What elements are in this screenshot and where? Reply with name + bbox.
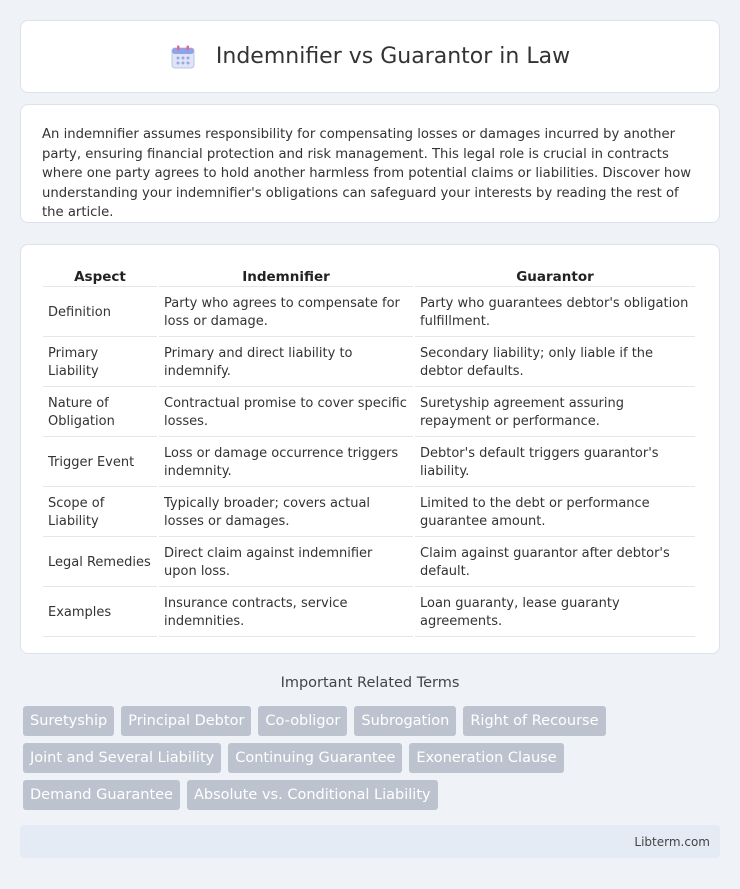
cell-aspect: Legal Remedies xyxy=(43,539,157,587)
cell-aspect: Examples xyxy=(43,589,157,637)
tag-right-of-recourse[interactable]: Right of Recourse xyxy=(463,706,605,736)
comparison-table-card xyxy=(20,244,720,654)
cell-guarantor: Party who guarantees debtor's obligation fulfillment. xyxy=(415,289,695,337)
table-row xyxy=(43,389,695,437)
cell-guarantor: Loan guaranty, lease guaranty agreements. xyxy=(415,589,695,637)
header-indemnifier: Indemnifier xyxy=(159,267,413,287)
cell-indemnifier: Primary and direct liability to indemnify. xyxy=(159,339,413,387)
tag-suretyship[interactable]: Suretyship xyxy=(23,706,114,736)
table-row xyxy=(43,489,695,537)
tag-exoneration-clause[interactable]: Exoneration Clause xyxy=(409,743,563,773)
page-title: Indemnifier vs Guarantor in Law xyxy=(215,44,571,69)
footer-site-link[interactable]: Libterm.com xyxy=(634,834,710,849)
table-header-row xyxy=(43,267,695,287)
cell-guarantor: Suretyship agreement assuring repayment or performance. xyxy=(415,389,695,437)
cell-indemnifier: Insurance contracts, service indemnities. xyxy=(159,589,413,637)
cell-indemnifier: Loss or damage occurrence triggers indemnity. xyxy=(159,439,413,487)
header-card xyxy=(20,20,720,93)
table-row xyxy=(43,589,695,637)
intro-text: An indemnifier assumes responsibility for compensating losses or damages incurred by another party, ensuring financial protection and risk management. This legal role is crucial in contracts where one party agrees to hold another harmless from potential claims or liabilities. Discover how understanding your indemnifier's obligations can safeguard your interests by reading the rest of the article. xyxy=(42,127,692,220)
cell-aspect: Definition xyxy=(43,289,157,337)
tag-joint-and-several-liability[interactable]: Joint and Several Liability xyxy=(23,743,221,773)
cell-indemnifier: Contractual promise to cover specific losses. xyxy=(159,389,413,437)
header-aspect: Aspect xyxy=(43,267,157,287)
cell-aspect: Nature of Obligation xyxy=(43,389,157,437)
tag-co-obligor[interactable]: Co-obligor xyxy=(258,706,347,736)
related-terms-title: Important Related Terms xyxy=(280,675,460,691)
cell-guarantor: Claim against guarantor after debtor's default. xyxy=(415,539,695,587)
cell-guarantor: Secondary liability; only liable if the debtor defaults. xyxy=(415,339,695,387)
cell-indemnifier: Typically broader; covers actual losses or damages. xyxy=(159,489,413,537)
intro-card xyxy=(20,104,720,223)
table-row xyxy=(43,539,695,587)
footer xyxy=(20,825,720,858)
tag-absolute-vs-conditional-liability[interactable]: Absolute vs. Conditional Liability xyxy=(187,780,438,810)
cell-aspect: Scope of Liability xyxy=(43,489,157,537)
cell-indemnifier: Party who agrees to compensate for loss or damage. xyxy=(159,289,413,337)
cell-indemnifier: Direct claim against indemnifier upon loss. xyxy=(159,539,413,587)
table-row xyxy=(43,339,695,387)
cell-aspect: Primary Liability xyxy=(43,339,157,387)
tag-principal-debtor[interactable]: Principal Debtor xyxy=(121,706,251,736)
header-guarantor: Guarantor xyxy=(415,267,695,287)
cell-aspect: Trigger Event xyxy=(43,439,157,487)
cell-guarantor: Limited to the debt or performance guarantee amount. xyxy=(415,489,695,537)
tag-continuing-guarantee[interactable]: Continuing Guarantee xyxy=(228,743,402,773)
tag-subrogation[interactable]: Subrogation xyxy=(354,706,456,736)
tag-demand-guarantee[interactable]: Demand Guarantee xyxy=(23,780,180,810)
cell-guarantor: Debtor's default triggers guarantor's liability. xyxy=(415,439,695,487)
comparison-table xyxy=(41,265,697,639)
related-terms-tags xyxy=(23,706,723,817)
calendar-icon xyxy=(170,44,196,70)
table-row xyxy=(43,439,695,487)
table-row xyxy=(43,289,695,337)
